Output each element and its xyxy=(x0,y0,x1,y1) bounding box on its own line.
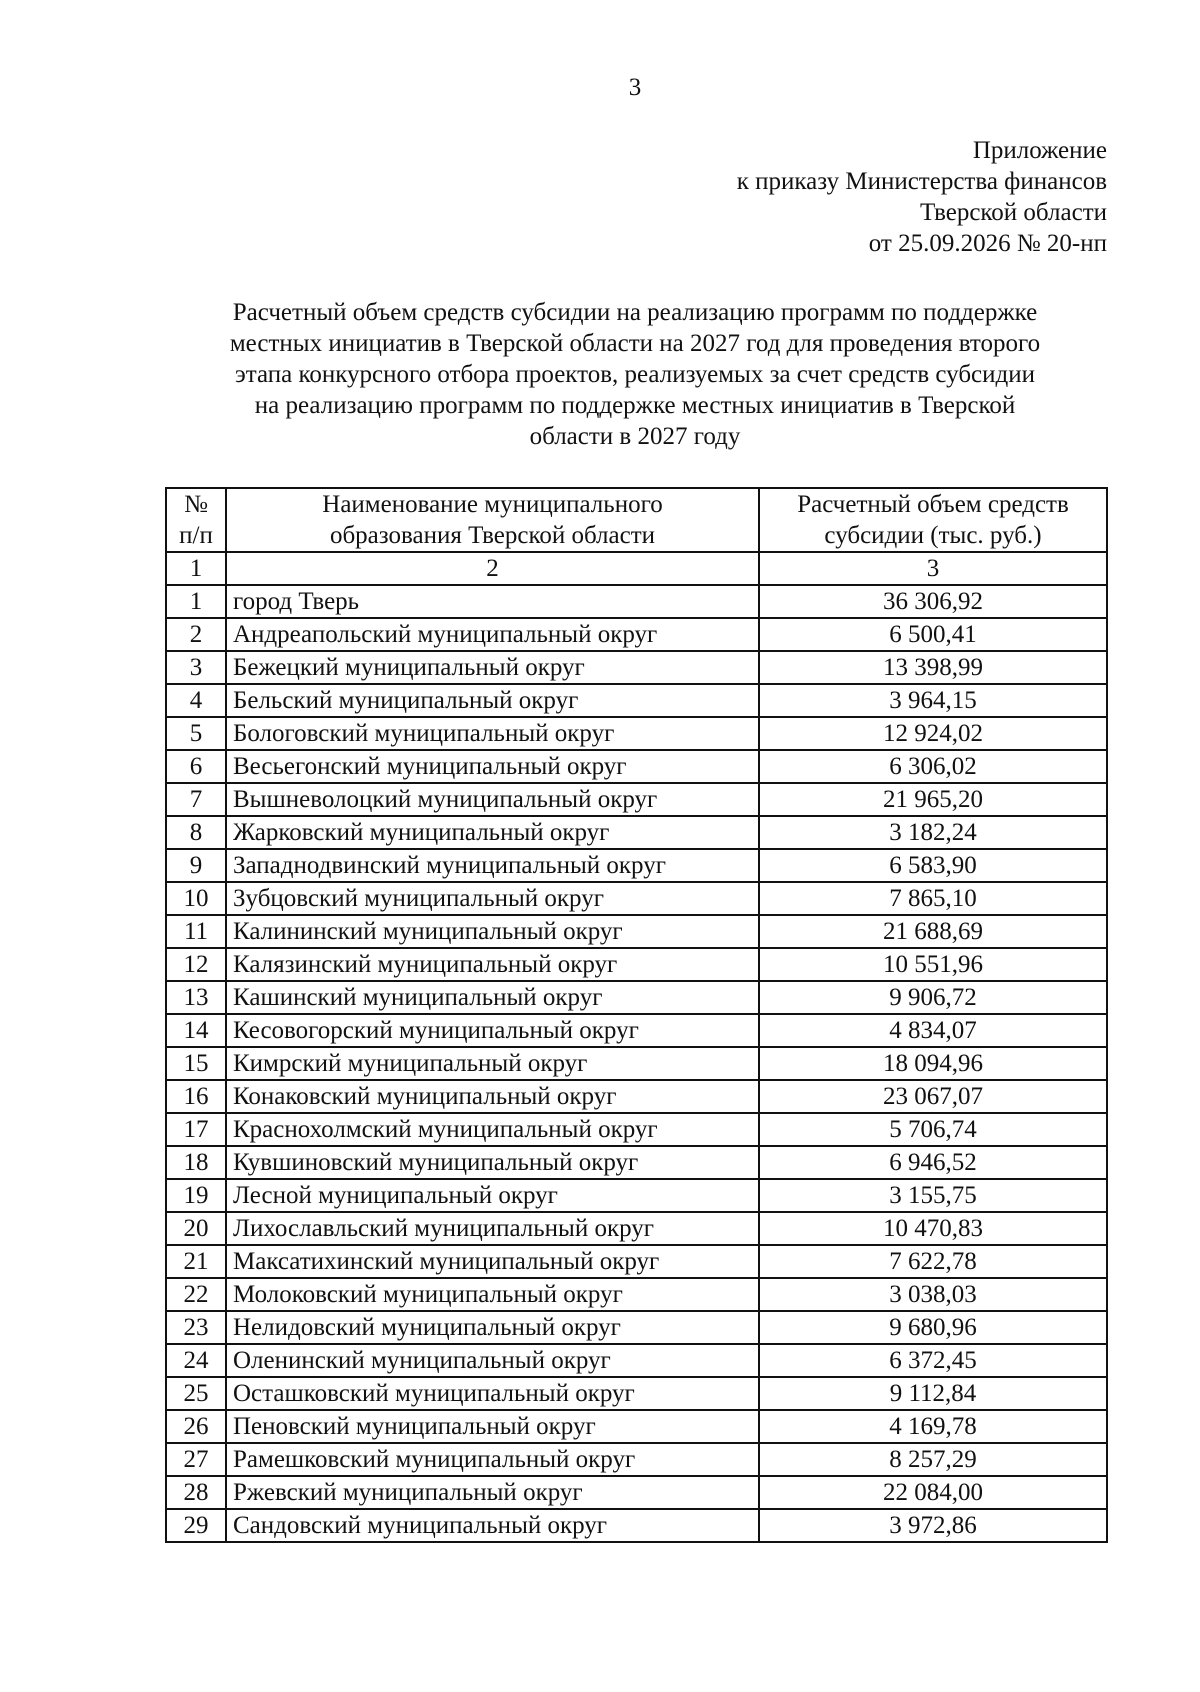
row-number: 16 xyxy=(166,1080,226,1113)
row-number: 22 xyxy=(166,1278,226,1311)
row-number: 10 xyxy=(166,882,226,915)
page-number: 3 xyxy=(628,74,642,101)
table-body xyxy=(166,585,1107,1542)
table-row xyxy=(166,1212,1107,1245)
column-number: 2 xyxy=(226,552,759,585)
municipality-name: Нелидовский муниципальный округ xyxy=(226,1311,759,1344)
table-header-row xyxy=(166,488,1107,552)
subsidy-amount: 3 182,24 xyxy=(759,816,1107,849)
row-number: 19 xyxy=(166,1179,226,1212)
subsidy-amount: 21 965,20 xyxy=(759,783,1107,816)
subsidy-amount: 6 583,90 xyxy=(759,849,1107,882)
subsidy-amount: 21 688,69 xyxy=(759,915,1107,948)
header-number: № п/п xyxy=(166,488,226,552)
subsidy-amount: 8 257,29 xyxy=(759,1443,1107,1476)
subsidy-amount: 13 398,99 xyxy=(759,651,1107,684)
row-number: 24 xyxy=(166,1344,226,1377)
appendix-block xyxy=(737,135,1107,259)
table-row xyxy=(166,1179,1107,1212)
row-number: 6 xyxy=(166,750,226,783)
municipality-name: Весьегонский муниципальный округ xyxy=(226,750,759,783)
municipality-name: Вышневолоцкий муниципальный округ xyxy=(226,783,759,816)
row-number: 5 xyxy=(166,717,226,750)
subsidy-amount: 7 865,10 xyxy=(759,882,1107,915)
municipality-name: Осташковский муниципальный округ xyxy=(226,1377,759,1410)
table-row xyxy=(166,750,1107,783)
title-line: области в 2027 году xyxy=(529,423,741,450)
subsidy-amount: 23 067,07 xyxy=(759,1080,1107,1113)
table-row xyxy=(166,1509,1107,1542)
subsidy-amount: 3 964,15 xyxy=(759,684,1107,717)
table-row xyxy=(166,948,1107,981)
table-row xyxy=(166,1476,1107,1509)
subsidy-amount: 18 094,96 xyxy=(759,1047,1107,1080)
subsidy-amount: 3 155,75 xyxy=(759,1179,1107,1212)
title-line: на реализацию программ по поддержке местных инициатив в Тверской xyxy=(254,392,1016,419)
table-row xyxy=(166,1278,1107,1311)
municipality-name: Лихославльский муниципальный округ xyxy=(226,1212,759,1245)
table-row xyxy=(166,816,1107,849)
table-row xyxy=(166,1311,1107,1344)
row-number: 20 xyxy=(166,1212,226,1245)
subsidy-amount: 6 946,52 xyxy=(759,1146,1107,1179)
municipality-name: Краснохолмский муниципальный округ xyxy=(226,1113,759,1146)
row-number: 2 xyxy=(166,618,226,651)
subsidy-amount: 10 551,96 xyxy=(759,948,1107,981)
municipality-name: Молоковский муниципальный округ xyxy=(226,1278,759,1311)
header-municipality-name: Наименование муниципального образования Тверской области xyxy=(226,488,759,552)
municipality-name: Кувшиновский муниципальный округ xyxy=(226,1146,759,1179)
table-row xyxy=(166,1047,1107,1080)
row-number: 15 xyxy=(166,1047,226,1080)
subsidy-amount: 22 084,00 xyxy=(759,1476,1107,1509)
municipality-name: Кашинский муниципальный округ xyxy=(226,981,759,1014)
table-row xyxy=(166,915,1107,948)
appendix-line: Тверской области xyxy=(920,199,1107,226)
municipality-name: Максатихинский муниципальный округ xyxy=(226,1245,759,1278)
subsidy-amount: 4 834,07 xyxy=(759,1014,1107,1047)
table-row xyxy=(166,1146,1107,1179)
municipality-name: Западнодвинский муниципальный округ xyxy=(226,849,759,882)
municipality-name: Калининский муниципальный округ xyxy=(226,915,759,948)
document-title xyxy=(150,297,1120,452)
appendix-line: к приказу Министерства финансов xyxy=(736,168,1107,195)
subsidy-amount: 9 906,72 xyxy=(759,981,1107,1014)
municipality-name: Калязинский муниципальный округ xyxy=(226,948,759,981)
column-number: 3 xyxy=(759,552,1107,585)
subsidy-amount: 3 972,86 xyxy=(759,1509,1107,1542)
table-row xyxy=(166,882,1107,915)
municipality-name: Жарковский муниципальный округ xyxy=(226,816,759,849)
table-row xyxy=(166,981,1107,1014)
title-line: этапа конкурсного отбора проектов, реализуемых за счет средств субсидии xyxy=(235,361,1035,388)
subsidy-amount: 9 112,84 xyxy=(759,1377,1107,1410)
table-row xyxy=(166,1443,1107,1476)
row-number: 8 xyxy=(166,816,226,849)
column-number: 1 xyxy=(166,552,226,585)
municipality-name: Бельский муниципальный округ xyxy=(226,684,759,717)
row-number: 1 xyxy=(166,585,226,618)
table-row xyxy=(166,1410,1107,1443)
subsidy-amount: 9 680,96 xyxy=(759,1311,1107,1344)
title-line: местных инициатив в Тверской области на 2027 год для проведения второго xyxy=(229,330,1041,357)
municipality-name: Бежецкий муниципальный округ xyxy=(226,651,759,684)
municipality-name: Конаковский муниципальный округ xyxy=(226,1080,759,1113)
municipality-name: город Тверь xyxy=(226,585,759,618)
row-number: 11 xyxy=(166,915,226,948)
subsidy-amount: 6 500,41 xyxy=(759,618,1107,651)
municipality-name: Бологовский муниципальный округ xyxy=(226,717,759,750)
row-number: 25 xyxy=(166,1377,226,1410)
row-number: 21 xyxy=(166,1245,226,1278)
row-number: 4 xyxy=(166,684,226,717)
subsidy-amount: 6 306,02 xyxy=(759,750,1107,783)
table-row xyxy=(166,651,1107,684)
row-number: 26 xyxy=(166,1410,226,1443)
table-row xyxy=(166,1014,1107,1047)
table-row xyxy=(166,585,1107,618)
row-number: 29 xyxy=(166,1509,226,1542)
row-number: 12 xyxy=(166,948,226,981)
appendix-line: от 25.09.2026 № 20-нп xyxy=(868,230,1107,257)
appendix-line: Приложение xyxy=(972,137,1107,164)
subsidy-amount: 36 306,92 xyxy=(759,585,1107,618)
row-number: 18 xyxy=(166,1146,226,1179)
municipality-name: Пеновский муниципальный округ xyxy=(226,1410,759,1443)
row-number: 28 xyxy=(166,1476,226,1509)
row-number: 9 xyxy=(166,849,226,882)
municipality-name: Андреапольский муниципальный округ xyxy=(226,618,759,651)
table-row xyxy=(166,1113,1107,1146)
column-number-row xyxy=(166,552,1107,585)
subsidy-table xyxy=(165,487,1108,1543)
municipality-name: Сандовский муниципальный округ xyxy=(226,1509,759,1542)
subsidy-amount: 7 622,78 xyxy=(759,1245,1107,1278)
municipality-name: Лесной муниципальный округ xyxy=(226,1179,759,1212)
table-row xyxy=(166,1245,1107,1278)
table-row xyxy=(166,1080,1107,1113)
header-subsidy-amount: Расчетный объем средств субсидии (тыс. руб.) xyxy=(759,488,1107,552)
row-number: 7 xyxy=(166,783,226,816)
municipality-name: Оленинский муниципальный округ xyxy=(226,1344,759,1377)
subsidy-amount: 6 372,45 xyxy=(759,1344,1107,1377)
table-row xyxy=(166,684,1107,717)
subsidy-amount: 3 038,03 xyxy=(759,1278,1107,1311)
row-number: 17 xyxy=(166,1113,226,1146)
title-line: Расчетный объем средств субсидии на реализацию программ по поддержке xyxy=(232,299,1038,326)
table-row xyxy=(166,618,1107,651)
row-number: 13 xyxy=(166,981,226,1014)
row-number: 14 xyxy=(166,1014,226,1047)
subsidy-amount: 12 924,02 xyxy=(759,717,1107,750)
municipality-name: Зубцовский муниципальный округ xyxy=(226,882,759,915)
row-number: 23 xyxy=(166,1311,226,1344)
subsidy-amount: 4 169,78 xyxy=(759,1410,1107,1443)
row-number: 27 xyxy=(166,1443,226,1476)
table-row xyxy=(166,1377,1107,1410)
subsidy-amount: 5 706,74 xyxy=(759,1113,1107,1146)
municipality-name: Кимрский муниципальный округ xyxy=(226,1047,759,1080)
municipality-name: Рамешковский муниципальный округ xyxy=(226,1443,759,1476)
municipality-name: Кесовогорский муниципальный округ xyxy=(226,1014,759,1047)
row-number: 3 xyxy=(166,651,226,684)
table-row xyxy=(166,783,1107,816)
subsidy-amount: 10 470,83 xyxy=(759,1212,1107,1245)
municipality-name: Ржевский муниципальный округ xyxy=(226,1476,759,1509)
table-row xyxy=(166,1344,1107,1377)
table-row xyxy=(166,849,1107,882)
table-row xyxy=(166,717,1107,750)
